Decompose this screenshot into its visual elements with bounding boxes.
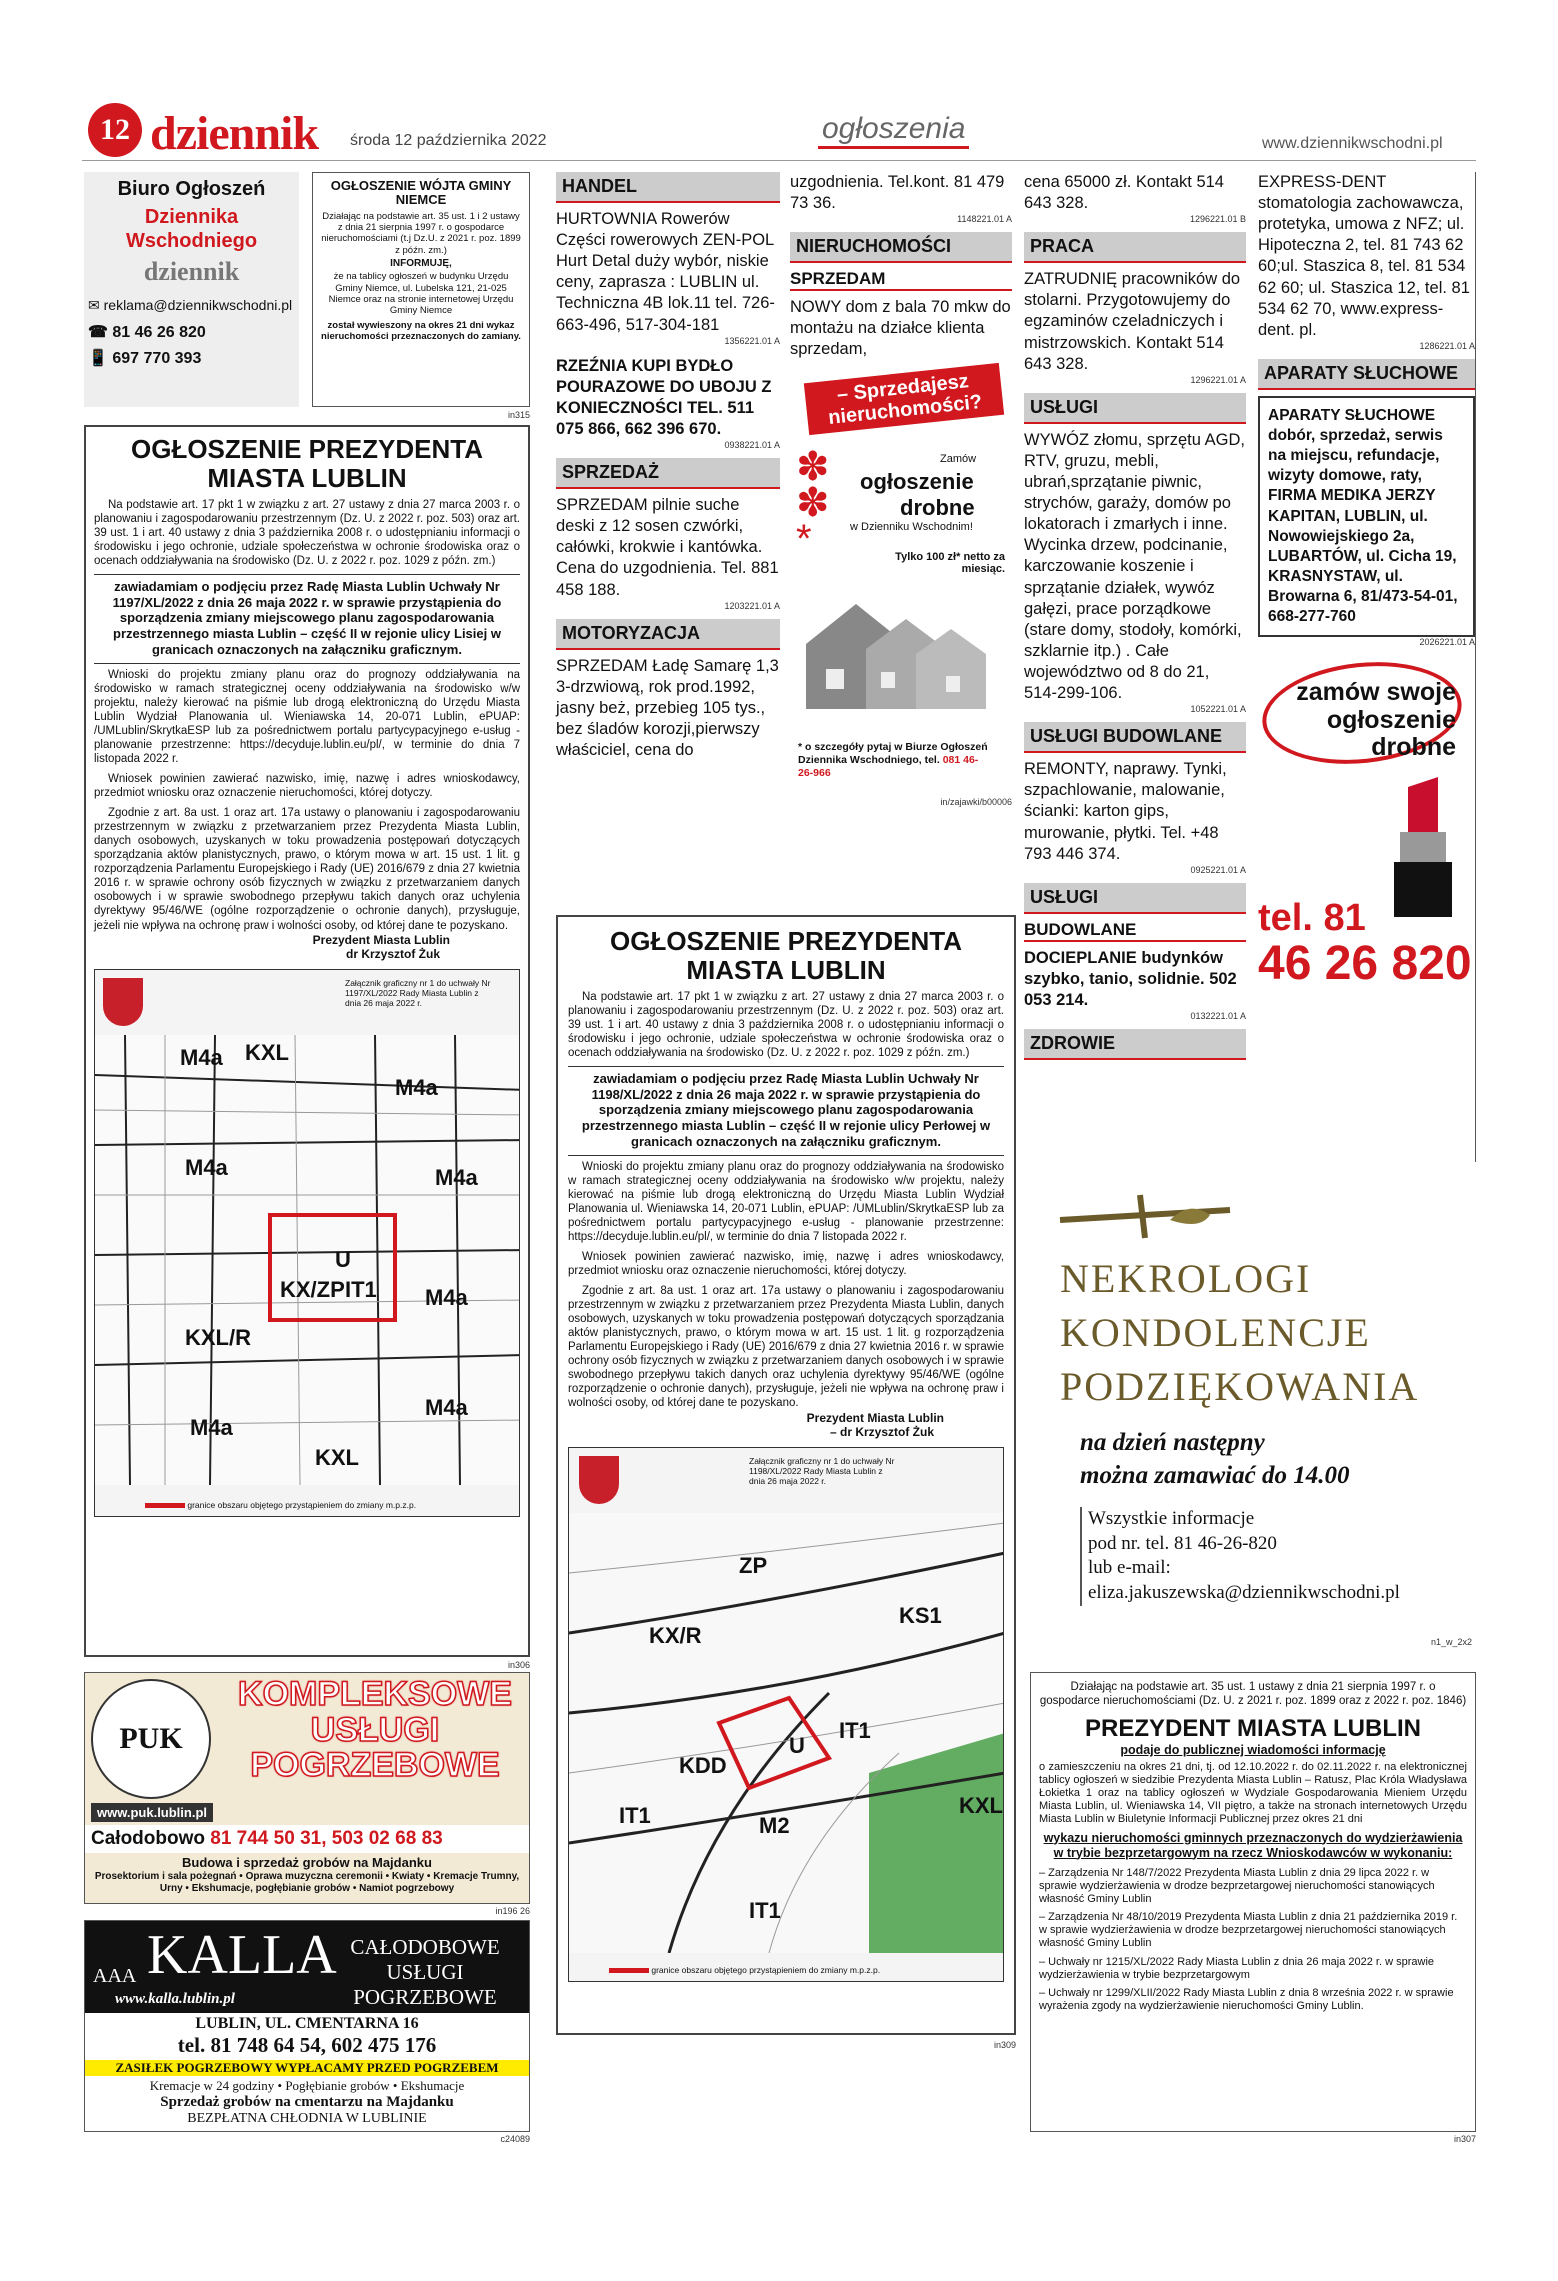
kalla-code: c24089 <box>500 2134 530 2144</box>
wojt-title: OGŁOSZENIE WÓJTA GMINY NIEMCE <box>330 178 512 208</box>
ad-rzeznia-code: 0938221.01 A <box>724 440 780 451</box>
cat-nieruchomosci: NIERUCHOMOŚCI <box>790 232 1012 263</box>
ad-lada-continued: uzgodnienia. Tel.kont. 81 479 73 36. <box>790 173 1005 213</box>
ad-deski-code: 1203221.01 A <box>724 600 780 611</box>
notice-wykaz <box>1030 1672 1476 2132</box>
nekro-contact: Wszystkie informacje pod nr. tel. 81 46-26-820 lub e-mail: eliza.jakuszewska@dziennikwschodni.pl <box>1080 1507 1400 1606</box>
kalla-banner <box>85 1921 529 2013</box>
puk-phones[interactable]: 81 744 50 31, 503 02 68 83 <box>210 1828 443 1849</box>
wykaz-title: PREZYDENT MIASTA LUBLIN <box>1085 1714 1421 1742</box>
lipstick-icon <box>1378 777 1468 917</box>
nekro-titles: NEKROLOGI KONDOLENCJE PODZIĘKOWANIA <box>1060 1256 1420 1409</box>
promo-contact: * o szczegóły pytaj w Biurze Ogłoszeń Dziennika Wschodniego, tel. 081 46-26-966 <box>798 740 988 779</box>
kalla-url[interactable]: www.kalla.lublin.pl <box>115 1991 235 2007</box>
notice-perlowa <box>556 915 1016 2035</box>
kalla-zasilek: ZASIŁEK POGRZEBOWY WYPŁACAMY PRZED POGRZEBEM <box>85 2060 529 2076</box>
ad-lada-samara[interactable]: SPRZEDAM Ładę Samarę 1,3 3-drzwiową, rok prod.1992, jasny beż, przebieg 105 tys., bez śladów korozji,pierwszy właściciel, cena do <box>556 656 779 760</box>
cat-aparaty: APARATY SŁUCHOWE <box>1258 359 1475 390</box>
kalla-line1: Kremacje w 24 godziny • Pogłębianie grobów • Ekshumacje <box>149 2078 465 2093</box>
puk-phones-row: Całodobowo 81 744 50 31, 503 02 68 83 <box>85 1825 529 1853</box>
cross-branch-icon <box>1050 1190 1240 1240</box>
kalla-aaa: AAA <box>93 1965 137 1987</box>
ad-puk[interactable] <box>84 1672 530 1904</box>
ad-express-code: 1286221.01 A <box>1419 340 1475 351</box>
biuro-name: Dziennika Wschodniego <box>125 206 258 252</box>
ad-remonty-code: 0925221.01 A <box>1190 864 1246 875</box>
svg-text:KXL: KXL <box>245 1039 289 1065</box>
puk-code: in196 26 <box>495 1906 530 1916</box>
ad-nekrologi[interactable] <box>1030 1182 1476 1652</box>
kalla-right: CAŁODOBOWE USŁUGI POGRZEBOWE <box>350 1935 500 2010</box>
notice-lisia-code: in306 <box>507 1660 530 1670</box>
svg-text:U: U <box>335 1246 351 1272</box>
lublin-coat-of-arms-icon <box>579 1456 619 1504</box>
wykaz-item: – Uchwały nr 1299/XLII/2022 Rady Miasta Lublin z dnia 8 września 2022 r. w sprawie wyrażenia zgody na wydzierżawienie nieruchomości Gminy Lublin. <box>1039 1987 1454 2013</box>
map-lisia-drawing <box>95 1035 520 1485</box>
notice-lisia-p4: Zgodnie z art. 8a ust. 1 oraz art. 17a ustawy o planowaniu i zagospodarowaniu przestrzennym w związku z przetwarzaniem przez Prezydenta Miasta Lublin, danych osobowych, uzyskanych w toku prowadzenia postępowań dotyczących sporządzania aktów planistycznych, prawo, o którym mowa w art. 15 ust. 1 lit. g rozporządzenia Parlamentu Europejskiego i Rady (UE) 2016/679 z dnia 27 kwietnia 2016 r. w sprawie ochrony osób fizycznych w związku z przetwarzaniem danych osobowych i w sprawie swobodnego przepływu takich danych oraz uchylenia dyrektywy 95/46/WE (ogólne rozporządzenie o ochronie danych), przysługuje, jeżeli nie wpływa na ochronę praw i wolności osoby, od której dane te pozyskano. <box>94 807 520 932</box>
wykaz-item: – Uchwały nr 1215/XL/2022 Rady Miasta Lublin z dnia 26 maja 2022 r. w sprawie wydzierżawienia w trybie bezprzetargowym <box>1039 1955 1435 1981</box>
puk-line2: Prosektorium i sala pożegnań • Oprawa muzyczna ceremonii • Kwiaty • Kremacje Trumny, Urny • Ekshumacje, pogłębianie grobów • Namiot pogrzebowy <box>94 1871 520 1894</box>
notice-lisia-title: OGŁOSZENIE PREZYDENTA MIASTA LUBLIN <box>131 434 483 493</box>
lublin-coat-of-arms-icon <box>103 978 143 1026</box>
cat-uslugi-2: USŁUGI <box>1024 883 1246 914</box>
mobile-icon: 📱 <box>88 350 113 367</box>
promo-w-dzienniku: w Dzienniku Wschodnim! <box>850 520 973 533</box>
cat-motoryzacja: MOTORYZACJA <box>556 619 780 650</box>
mail-icon: ✉ <box>88 297 104 313</box>
site-url[interactable]: www.dziennikwschodni.pl <box>1262 135 1443 152</box>
notice-perlowa-p4: Zgodnie z art. 8a ust. 1 oraz art. 17a ustawy o planowaniu i zagospodarowaniu przestrzennym w związku z przetwarzaniem przez Prezydenta Miasta Lublin, danych osobowych, uzyskanych w toku prowadzenia postępowań dotyczących sporządzania aktów planistycznych, prawo, o którym mowa w art. 15 ust. 1 lit. g rozporządzenia Parlamentu Europejskiego i Rady (UE) 2016/679 z dnia 27 kwietnia 2016 r. w sprawie ochrony osób fizycznych w związku z przetwarzaniem danych osobowych i w sprawie swobodnego przepływu takich danych oraz uchylenia dyrektywy 95/46/WE (ogólne rozporządzenie o ochronie danych), przysługuje, jeżeli nie wpływa na ochronę praw i wolności osoby, od której dane te pozyskano. <box>568 1285 1004 1410</box>
wojt-notice <box>312 172 530 407</box>
map-perlowa-legend: granice obszaru objętego przystąpieniem do zmiany m.p.z.p. <box>609 1965 880 1975</box>
nekro-code: n1_w_2x2 <box>1430 1637 1472 1647</box>
promo-price: Tylko 100 zł* netto za miesiąc. <box>895 550 1005 575</box>
svg-text:M4a: M4a <box>190 1414 233 1440</box>
wykaz-sub: podaje do publicznej wiadomości informację <box>1120 1742 1386 1757</box>
notice-lisia-sign2: dr Krzysztof Żuk <box>345 946 440 961</box>
wykaz-body: o zamieszczeniu na okres 21 dni, tj. od 12.10.2022 r. do 02.11.2022 r. na elektronicznej tablicy ogłoszeń w siedzibie Prezydenta Miasta Lublin – Ratusz, Plac Króla Władysława Łokietka 1 oraz na tablicy ogłoszeń w Wydziale Gospodarowania Mieniem Urzędu Miasta Lublin, ul. Wieniawska 14, VII piętro, a także na stronach internetowych Urzędu Miasta Lublin w Biuletynie Informacji Publicznej przez okres 21 dni <box>1039 1760 1467 1826</box>
notice-perlowa-code: in309 <box>993 2040 1016 2050</box>
cat-uslugi-budowlane: USŁUGI BUDOWLANE <box>1024 722 1246 753</box>
ad-hurtownia-code: 1356221.01 A <box>724 335 780 346</box>
kalla-line2: Sprzedaż grobów na cmentarzu na Majdanku <box>160 2094 454 2110</box>
legend-red-line <box>145 1503 185 1508</box>
map-lisia-legend: granice obszaru objętego przystąpieniem do zmiany m.p.z.p. <box>145 1500 416 1510</box>
header-divider <box>82 160 1476 161</box>
wykaz-list <box>1039 1867 1467 2014</box>
promo-zamow: Zamów <box>940 452 977 465</box>
wojt-footer: został wywieszony na okres 21 dni wykaz nieruchomości przeznaczonych do zamiany. <box>321 319 521 343</box>
svg-text:KXL: KXL <box>315 1444 359 1470</box>
ad-zatrudnie-code: 1296221.01 A <box>1190 374 1246 385</box>
svg-text:M4a: M4a <box>185 1154 228 1180</box>
biuro-logo: dziennik <box>143 257 240 286</box>
legend-red-line <box>609 1968 649 1973</box>
wykaz-intro: Działając na podstawie art. 35 ust. 1 ustawy z dnia 21 sierpnia 1997 r. o gospodarce nieruchomościami (Dz. U. z 2021 r. poz. 1899 oraz z 2022 r. poz. 1846) <box>1039 1681 1467 1707</box>
biuro-email[interactable]: ✉ reklama@dziennikwschodni.pl <box>88 297 293 313</box>
promo-zamow-swoje[interactable] <box>1258 657 1475 907</box>
ad-remonty[interactable]: REMONTY, naprawy. Tynki, szpachlowanie, malowanie, ścianki: karton gips, murowanie, płytki. Tel. +48 793 446 374. <box>1024 760 1227 863</box>
wykaz-item: – Zarządzenia Nr 48/10/2019 Prezydenta Miasta Lublin z dnia 21 października 2019 r. w sprawie wydzierżawienia w drodze bezprzetargowej nieruchomości stanowiących własność Gminy Lublin <box>1039 1911 1458 1950</box>
svg-text:KX/R: KX/R <box>649 1622 702 1648</box>
cat-praca: PRACA <box>1024 232 1246 263</box>
wykaz-code: in307 <box>1453 2134 1476 2144</box>
biuro-phone1[interactable]: ☎ 81 46 26 820 <box>88 324 206 341</box>
wojt-code: in315 <box>507 410 530 420</box>
map-perlowa-drawing <box>569 1513 1004 1953</box>
notice-perlowa-p1: Na podstawie art. 17 pkt 1 w związku z art. 27 ustawy z dnia 27 marca 2003 r. o planowaniu i zagospodarowaniu przestrzennym (Dz. U. z 2022 r. poz. 503) oraz art. 39 ust. 1 i art. 40 ustawy z dnia 3 października 2008 r. o udostępnianiu informacji o środowisku i jego ochronie, udziale społeczeństwa w ochronie środowiska oraz o ocenach oddziaływania na środowisko (Dz. U. z 2022 r. poz. 1029 z późn. zm.) <box>568 991 1004 1060</box>
biuro-title: Biuro Ogłoszeń <box>117 178 266 200</box>
svg-text:M4a: M4a <box>425 1394 468 1420</box>
promo-zamow-text: zamów swoje ogłoszenie drobne <box>1296 678 1456 762</box>
svg-text:KXL/R: KXL/R <box>185 1324 251 1350</box>
svg-text:KX/ZP: KX/ZP <box>280 1276 345 1302</box>
promo-drobne-word: drobne <box>900 494 975 520</box>
notice-lisia-p3: Wniosek powinien zawierać nazwisko, imię, nazwę i adres wnioskodawcy, przedmiot wniosku oraz oznaczenie nieruchomości, której dotyczy. <box>94 773 520 800</box>
ad-aparaty-box[interactable]: APARATY SŁUCHOWE dobór, sprzedaż, serwis na miejscu, refundacje, wizyty domowe, raty, FIRMA MEDIKA JERZY KAPITAN, LUBLIN, ul. Nowowiejskiego 2a, LUBARTÓW, ul. Cicha 19, KRASNYSTAW, ul. Browarna 6, 81/473-54-01, 668-277-760 <box>1258 396 1475 638</box>
svg-text:M2: M2 <box>759 1812 790 1838</box>
svg-text:KDD: KDD <box>679 1752 727 1778</box>
subcat-sprzedam: SPRZEDAM <box>790 269 1012 291</box>
notice-perlowa-p2: Wnioski do projektu zmiany planu oraz do prognozy oddziaływania na środowisko w ramach strategicznej oceny oddziaływania na środowisko w/w projektu, należy kierować na piśmie lub drogą elektroniczną do Urzędu Miasta Lublin Wydział Planowania ul. Wieniawska 14, 20-071 Lublin, ePUAP: /UMLublin/SkrytkaESP lub za pośrednictwem portalu partycypacyjnego e-usług - planowanie przestrzenne: https://decyduje.lublin.eu/pl/, w terminie do dnia 7 listopada 2022 r. <box>568 1155 1004 1244</box>
issue-date: środa 12 października 2022 <box>350 132 547 149</box>
column-nieruchomosci <box>790 172 1012 892</box>
column-praca <box>1024 172 1246 1162</box>
svg-text:ZP: ZP <box>739 1552 768 1578</box>
ad-express-dent[interactable]: EXPRESS-DENT stomatologia zachowawcza, protetyka, umowa z NFZ; ul. Hipoteczna 2, tel. 81 743 62 60;ul. Staszica 8, tel. 81 534 62 60; ul. Staszica 12, tel. 81 534 62 70, www.express-dent. pl. <box>1258 173 1470 339</box>
kalla-name: KALLA <box>147 1924 337 1986</box>
svg-text:M4a: M4a <box>435 1164 478 1190</box>
promo-ogloszenie: ogłoszenie <box>860 468 974 494</box>
notice-perlowa-p3: Wniosek powinien zawierać nazwisko, imię, nazwę i adres wnioskodawcy, przedmiot wniosku oraz oznaczenie nieruchomości, której dotyczy. <box>568 1251 1004 1278</box>
column-handel <box>556 172 780 892</box>
asterisk-decor-icon: ✽ ✽ * <box>796 444 830 561</box>
promo-code: in/zajawki/b00006 <box>940 796 1012 807</box>
ad-docieplanie-code: 0132221.01 A <box>1190 1011 1246 1022</box>
notice-lisia-sign1: Prezydent Miasta Lublin <box>312 932 450 947</box>
promo-phone[interactable]: 081 46-26-966 <box>798 753 979 779</box>
ad-rzeznia[interactable]: RZEŹNIA KUPI BYDŁO POURAZOWE DO UBOJU Z KONIECZNOŚCI TEL. 511 075 866, 662 396 670. <box>556 356 772 438</box>
cat-zdrowie: ZDROWIE <box>1024 1029 1246 1060</box>
ad-aparaty-code: 2026221.01 A <box>1419 637 1475 648</box>
phone-icon: ☎ <box>88 324 113 341</box>
map-lisia <box>94 969 520 1517</box>
houses-illustration-icon <box>796 584 1002 714</box>
notice-lisia-decision: zawiadamiam o podjęciu przez Radę Miasta Lublin Uchwały Nr 1197/XL/2022 z dnia 26 maja 2022 r. w sprawie przystąpienia do sporządzenia zmiany miejscowego planu zagospodarowania przestrzennego miasta Lublin – część II w rejonie ulicy Lisiej w granicach oznaczonych na załączniku graficznym. <box>94 574 520 657</box>
subcat-budowlane: BUDOWLANE <box>1024 920 1246 942</box>
promo-drobne[interactable] <box>790 369 1012 859</box>
notice-perlowa-title: OGŁOSZENIE PREZYDENTA MIASTA LUBLIN <box>610 926 962 985</box>
map-perlowa-caption: Załącznik graficzny nr 1 do uchwały Nr 1198/XL/2022 Rady Miasta Lublin z dnia 26 maja 2022 r. <box>749 1455 895 1486</box>
svg-text:M4a: M4a <box>395 1074 438 1100</box>
ad-wywoz[interactable]: WYWÓZ złomu, sprzętu AGD, RTV, gruzu, mebli, ubrań,sprzątanie piwnic, strychów, garaży, domów po lokatorach i zmarłych i inne. Wycinka drzew, podcinanie, karczowanie koszenie i sprzątanie działek, wywóz gałęzi, prace porządkowe (stare domy, stodoły, komórki, szklarnie itp.) . Całe województwo od 8 do 21, 514-299-106. <box>1024 430 1245 703</box>
svg-text:KS1: KS1 <box>899 1602 942 1628</box>
promo-tel-prefix: tel. 81 <box>1258 897 1366 940</box>
wykaz-bold: wykazu nieruchomości gminnych przeznaczonych do wydzierżawienia w trybie bezprzetargowym na rzecz Wnioskodawców w wykonaniu: <box>1043 1830 1463 1860</box>
ad-dom-z-bala[interactable]: NOWY dom z bala 70 mkw do montażu na działce klienta sprzedam, <box>790 298 1011 359</box>
svg-text:IT1: IT1 <box>619 1802 651 1828</box>
nekro-deadline: na dzień następny można zamawiać do 14.00 <box>1080 1429 1350 1489</box>
puk-title: KOMPLEKSOWE USŁUGI POGRZEBOWE <box>238 1675 512 1785</box>
ad-docieplanie[interactable]: DOCIEPLANIE budynków szybko, tanio, solidnie. 502 053 214. <box>1024 948 1237 1009</box>
ad-kalla[interactable] <box>84 1920 530 2132</box>
biuro-box <box>84 172 299 407</box>
ad-wywoz-code: 1052221.01 A <box>1190 704 1246 715</box>
svg-text:U: U <box>789 1732 805 1758</box>
puk-logo-icon: PUK <box>91 1679 211 1799</box>
notice-perlowa-sign1: Prezydent Miasta Lublin <box>806 1410 944 1425</box>
cat-handel: HANDEL <box>556 172 780 203</box>
masthead-logo: dziennik <box>150 107 319 160</box>
svg-text:IT1: IT1 <box>345 1276 377 1302</box>
wykaz-item: – Zarządzenia Nr 148/7/2022 Prezydenta Miasta Lublin z dnia 29 lipca 2022 r. w sprawie wydzierżawienia w drodze bezprzetargowej nieruchomości stanowiących własność Gminy Lublin <box>1039 1866 1435 1905</box>
svg-text:KXL: KXL <box>959 1792 1003 1818</box>
column-zdrowie <box>1258 172 1476 1162</box>
svg-text:IT1: IT1 <box>749 1897 781 1923</box>
notice-lisia-p1: Na podstawie art. 17 pkt 1 w związku z art. 27 ustawy z dnia 27 marca 2003 r. o planowaniu i zagospodarowaniu przestrzennym (Dz. U. z 2022 r. poz. 503) oraz art. 39 ust. 1 i art. 40 ustawy z dnia 3 października 2008 r. o udostępnianiu informacji o środowisku i jego ochronie, udziale społeczeństwa w ochronie środowiska oraz o ocenach oddziaływania na środowisko (Dz. U. z 2022 r. poz. 1029 z późn. zm.) <box>94 499 520 568</box>
kalla-phones[interactable]: tel. 81 748 64 54, 602 475 176 <box>177 2033 437 2057</box>
cat-uslugi: USŁUGI <box>1024 393 1246 424</box>
kalla-address: LUBLIN, UL. CMENTARNA 16 <box>195 2015 419 2032</box>
svg-text:IT1: IT1 <box>839 1717 871 1743</box>
notice-perlowa-decision: zawiadamiam o podjęciu przez Radę Miasta Lublin Uchwały Nr 1198/XL/2022 z dnia 26 maja 2022 r. w sprawie przystąpienia do sporządzenia zmiany miejscowego planu zagospodarowania przestrzennego miasta Lublin – część II w rejonie ulicy Perłowej w granicach oznaczonych na załączniku graficznym. <box>568 1066 1004 1149</box>
puk-line1: Budowa i sprzedaż grobów na Majdanku <box>182 1855 432 1870</box>
ad-dom-code: 1296221.01 B <box>1189 214 1246 225</box>
ad-deski[interactable]: SPRZEDAM pilnie suche deski z 12 sosen czwórki, całówki, krokwie i kantówka. Cena do uzgodnienia. Tel. 881 458 188. <box>556 496 779 599</box>
map-perlowa <box>568 1447 1004 1982</box>
notice-perlowa-sign2: – dr Krzysztof Żuk <box>829 1424 934 1439</box>
svg-text:M4a: M4a <box>180 1044 223 1070</box>
puk-url[interactable]: www.puk.lublin.pl <box>91 1803 213 1822</box>
page-number: 12 <box>88 103 142 157</box>
ad-hurtownia[interactable]: HURTOWNIA Rowerów Części rowerowych ZEN-POL Hurt Detal duży wybór, niskie ceny, zapraszа : LUBLIN ul. Techniczna 4B lok.11 tel. 726-663-496, 517-304-181 <box>556 210 775 334</box>
section-title: ogłoszenia <box>818 112 969 149</box>
svg-text:M4a: M4a <box>425 1284 468 1310</box>
biuro-phone2[interactable]: 📱 697 770 393 <box>88 350 202 367</box>
wojt-body: Działając na podstawie art. 35 ust. 1 i 2 ustawy z dnia 21 sierpnia 1997 r. o gospodarce nieruchomościami (t.j Dz.U. z 2021 r. poz. 1899 z późn. zm.) <box>321 210 521 256</box>
wojt-inform: INFORMUJĘ, <box>390 258 452 270</box>
promo-tel-number[interactable]: 46 26 820 <box>1258 937 1472 991</box>
notice-lisia-p2: Wnioski do projektu zmiany planu oraz do prognozy oddziaływania na środowisko w ramach strategicznej oceny oddziaływania na środowisko w/w projektu, należy kierować na piśmie lub drogą elektroniczną do Urzędu Miasta Lublin Wydział Planowania ul. Wieniawska 14, 20-071 Lublin, ePUAP: /UMLublin/SkrytkaESP lub za pośrednictwem portalu partycypacyjnego e-usług - planowanie przestrzenne: https://decyduje.lublin.eu/pl/, w terminie do dnia 7 listopada 2022 r. <box>94 663 520 766</box>
wojt-body2: że na tablicy ogłoszeń w budynku Urzędu Gminy Niemce, ul. Lubelska 121, 21-025 Niemce oraz na stronie internetowej Urzędu Gminy Niemce <box>328 271 514 317</box>
map-lisia-caption: Załącznik graficzny nr 1 do uchwały Nr 1197/XL/2022 Rady Miasta Lublin z dnia 26 maja 2022 r. <box>345 977 491 1008</box>
ad-dom-continued: cena 65000 zł. Kontakt 514 643 328. <box>1024 173 1224 213</box>
ad-lada-code: 1148221.01 A <box>957 214 1012 225</box>
promo-headline: – Sprzedajesz nieruchomości? <box>804 362 1004 434</box>
ad-zatrudnie[interactable]: ZATRUDNIĘ pracowników do stolarni. Przygotowujemy do egzaminów czeladniczych i mistrzowskich. Kontakt 514 643 328. <box>1024 270 1241 373</box>
cat-sprzedaz: SPRZEDAŻ <box>556 458 780 489</box>
notice-lisia <box>84 425 530 1657</box>
kalla-line3: BEZPŁATNA CHŁODNIA W LUBLINIE <box>187 2111 427 2126</box>
